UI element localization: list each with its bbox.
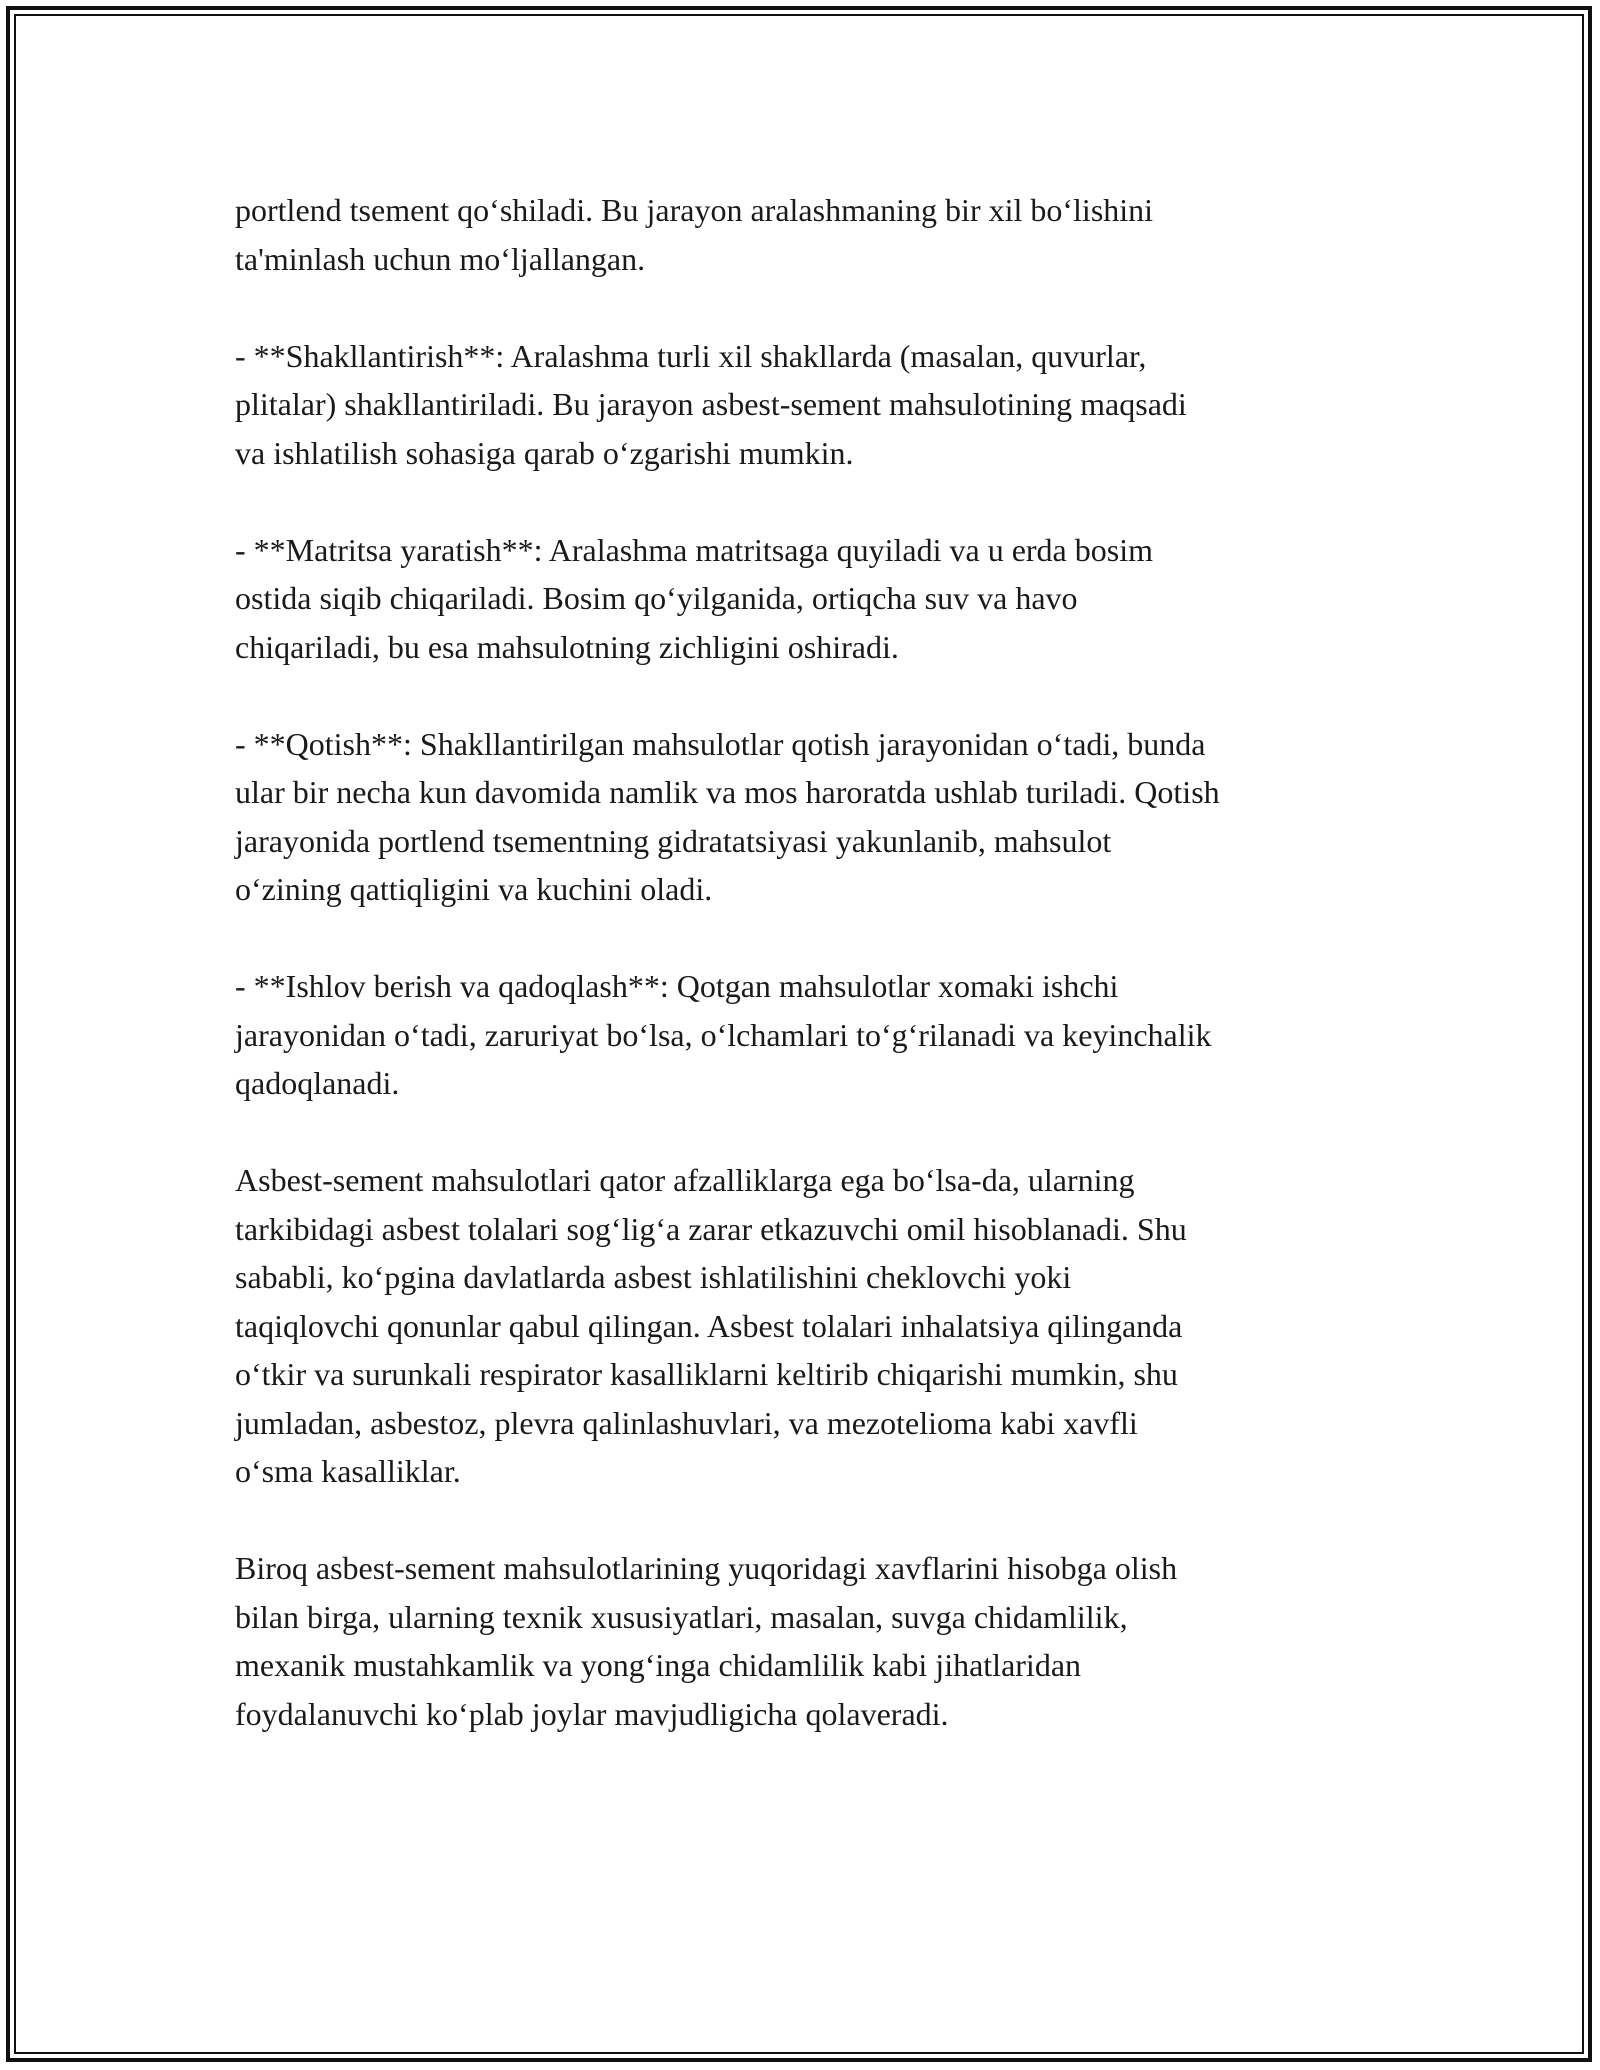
paragraph-conclusion: Biroq asbest-sement mahsulotlarining yuqoridagi xavflarini hisobga olish bilan birga, ularning texnik xususiyatlari, masalan, suvga chidamlilik, mexanik mustahkamlik va yong‘inga chidamlilik kabi jihatlaridan foydalanuvchi ko‘plab joylar mavjudligicha qolaveradi. [235,1550,1178,1732]
paragraph-shakllantirish: - **Shakllantirish**: Aralashma turli xil shakllarda (masalan, quvurlar, plitalar) shakllantiriladi. Bu jarayon asbest-sement mahsulotining maqsadi va ishlatilish sohasiga qarab o‘zgarishi mumkin. [235,337,1187,471]
paragraph-ishlov-berish: - **Ishlov berish va qadoqlash**: Qotgan mahsulotlar xomaki ishchi jarayonidan o‘tadi, zaruriyat bo‘lsa, o‘lchamlari to‘g‘rilanadi va keyinchalik qadoqlanadi. [235,968,1212,1101]
paragraph-asbest-hazards: Asbest-sement mahsulotlari qator afzalliklarga ega bo‘lsa-da, ularning tarkibidagi asbest tolalari sog‘lig‘a zarar etkazuvchi omil hisoblanadi. Shu sababli, ko‘pgina davlatlarda asbest ishlatilishini cheklovchi yoki taqiqlovchi qonunlar qabul qilingan. Asbest tolalari inhalatsiya qilinganda o‘tkir va surunkali respirator kasalliklarni keltirib chiqarishi mumkin, shu jumladan, asbestoz, plevra qalinlashuvlari, va mezotelioma kabi xavfli o‘sma kasalliklar. [235,1162,1187,1489]
paragraph-qotish: - **Qotish**: Shakllantirilgan mahsulotlar qotish jarayonidan o‘tadi, bunda ular bir necha kun davomida namlik va mos haroratda ushlab turiladi. Qotish jarayonida portlend tsementning gidratatsiyasi yakunlanib, mahsulot o‘zining qattiqligini va kuchini oladi. [235,725,1220,907]
document-body [235,186,1385,1787]
paragraph-matritsa-yaratish: - **Matritsa yaratish**: Aralashma matritsaga quyiladi va u erda bosim ostida siqib chiqariladi. Bosim qo‘yilganida, ortiqcha suv va havo chiqariladi, bu esa mahsulotning zichligini oshiradi. [235,531,1153,665]
paragraph-intro-continuation: portlend tsement qo‘shiladi. Bu jarayon aralashmaning bir xil bo‘lishini ta'minlash uchun mo‘ljallangan. [235,192,1154,277]
